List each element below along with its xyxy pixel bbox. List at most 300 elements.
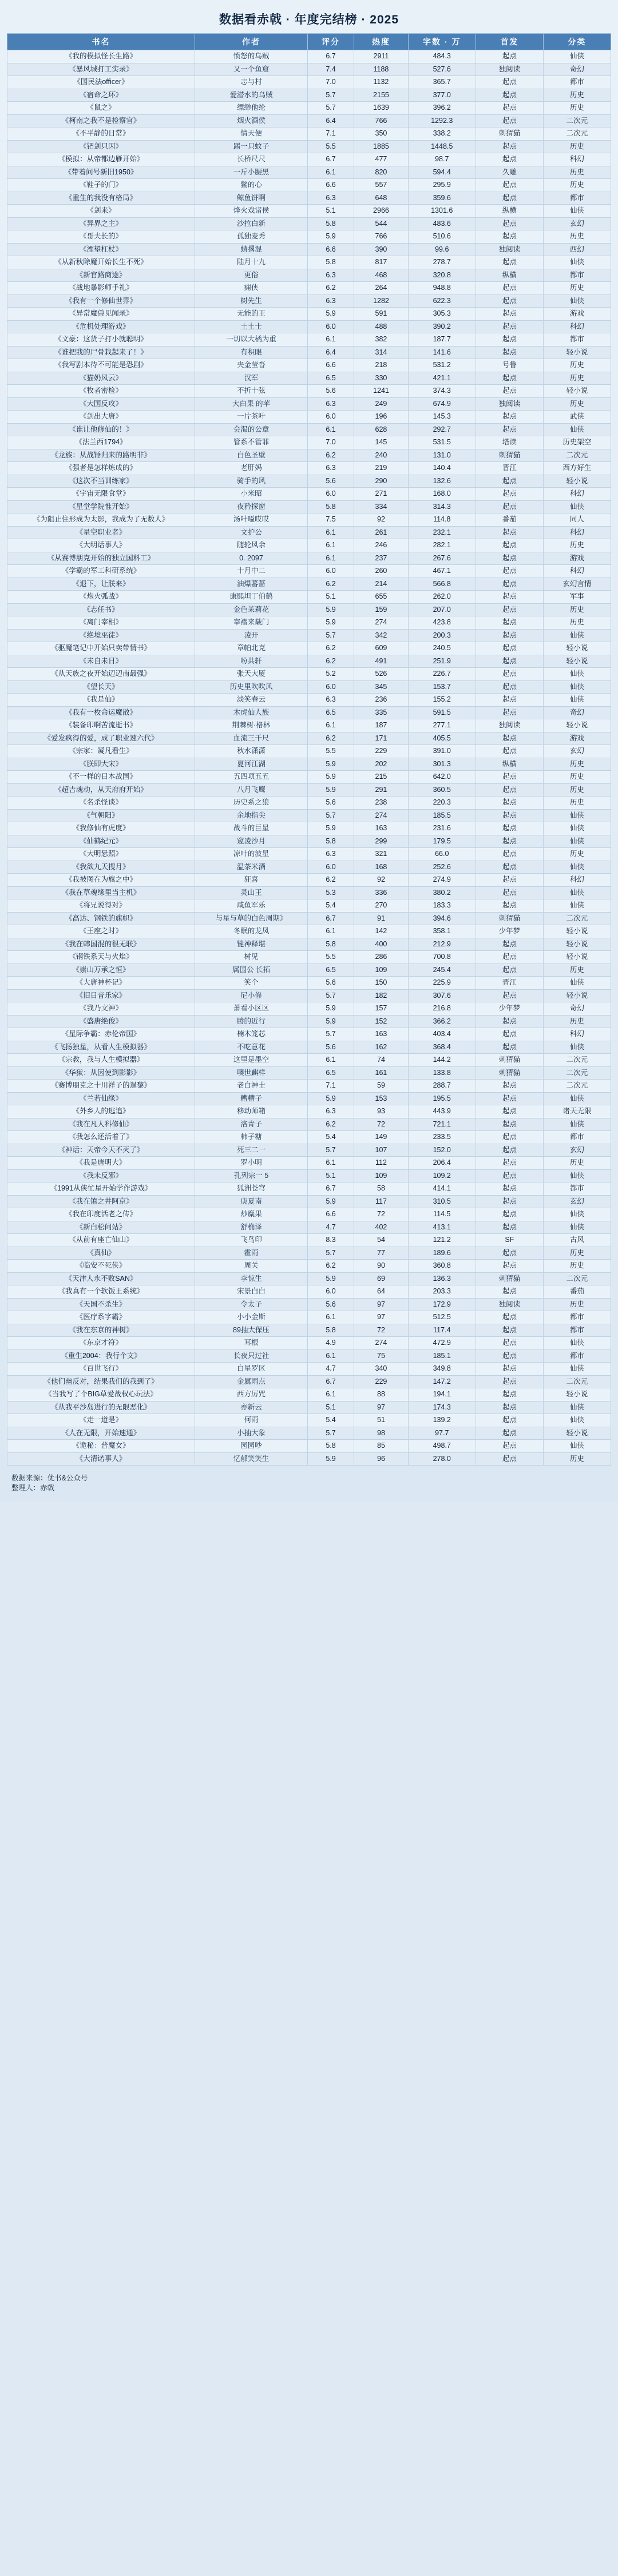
cell-site: 独阅读	[476, 397, 543, 411]
cell-heat: 340	[354, 1363, 408, 1376]
cell-author: 凌开	[195, 629, 308, 642]
cell-words: 174.3	[408, 1401, 476, 1414]
cell-cat: 诸天无限	[543, 1105, 611, 1118]
cell-score: 6.7	[307, 912, 354, 925]
cell-heat: 77	[354, 1247, 408, 1260]
cell-heat: 655	[354, 591, 408, 604]
cell-author: 楠木笼芯	[195, 1028, 308, 1041]
cell-site: 独阅读	[476, 63, 543, 76]
table-row	[7, 114, 611, 128]
cell-site: 起点	[476, 1427, 543, 1440]
cell-author: 何雨	[195, 1414, 308, 1427]
cell-cat: 游戏	[543, 552, 611, 565]
cell-score: 5.8	[307, 1440, 354, 1453]
cell-score: 5.4	[307, 899, 354, 913]
table-row	[7, 912, 611, 925]
cell-name: 《真仙》	[7, 1247, 195, 1260]
cell-words: 136.3	[408, 1272, 476, 1285]
cell-author: 小抽大象	[195, 1427, 308, 1440]
table-row	[7, 1272, 611, 1285]
cell-cat: 历史	[543, 603, 611, 616]
cell-words: 310.5	[408, 1195, 476, 1208]
cell-score: 6.3	[307, 462, 354, 475]
cell-name: 《飞扬独星，从看人生模拟器》	[7, 1041, 195, 1054]
table-row	[7, 1401, 611, 1414]
cell-cat: 玄幻	[543, 1195, 611, 1208]
cell-words: 183.3	[408, 899, 476, 913]
cell-site: 起点	[476, 385, 543, 398]
cell-author: 大白果 的苹	[195, 397, 308, 411]
cell-heat: 96	[354, 1452, 408, 1466]
cell-cat: 轻小说	[543, 642, 611, 655]
cell-cat: 仙侠	[543, 1118, 611, 1131]
cell-site: 晋江	[476, 977, 543, 990]
cell-score: 6.1	[307, 552, 354, 565]
cell-site: 起点	[476, 886, 543, 899]
cell-author: 夜矜探窗	[195, 500, 308, 513]
cell-author: 小小金斯	[195, 1311, 308, 1324]
cell-site: 起点	[476, 951, 543, 964]
cell-author: 这里是墨空	[195, 1054, 308, 1067]
cell-cat: 西方好生	[543, 462, 611, 475]
table-row	[7, 1234, 611, 1247]
cell-words: 206.4	[408, 1157, 476, 1170]
cell-name: 《我怎么还活着了》	[7, 1131, 195, 1144]
cell-author: 萧看小区区	[195, 1002, 308, 1016]
cell-score: 5.1	[307, 205, 354, 218]
cell-name: 《退下，让朕来》	[7, 578, 195, 591]
cell-score: 4.7	[307, 1363, 354, 1376]
cell-author: 移动师箱	[195, 1105, 308, 1118]
cell-site: 起点	[476, 1440, 543, 1453]
cell-cat: 科幻	[543, 565, 611, 578]
cell-score: 6.1	[307, 166, 354, 179]
cell-cat: 仙侠	[543, 1092, 611, 1105]
cell-author: 五四项五五	[195, 771, 308, 784]
cell-heat: 97	[354, 1298, 408, 1311]
cell-site: 起点	[476, 423, 543, 436]
cell-words: 172.9	[408, 1298, 476, 1311]
cell-author: 耳根	[195, 1337, 308, 1350]
table-row	[7, 179, 611, 192]
cell-author: 夹金莹沓	[195, 359, 308, 372]
cell-score: 7.0	[307, 76, 354, 89]
cell-words: 168.0	[408, 488, 476, 501]
cell-score: 6.2	[307, 642, 354, 655]
cell-name: 《牧者密检》	[7, 385, 195, 398]
cell-heat: 72	[354, 1324, 408, 1337]
cell-name: 《诡秘：普魔女》	[7, 1440, 195, 1453]
cell-heat: 2155	[354, 89, 408, 102]
cell-score: 5.7	[307, 989, 354, 1002]
cell-heat: 168	[354, 861, 408, 874]
cell-site: 刺猬猫	[476, 912, 543, 925]
cell-words: 99.6	[408, 243, 476, 256]
cell-score: 6.7	[307, 153, 354, 166]
table-row	[7, 745, 611, 758]
cell-cat: 历史	[543, 1260, 611, 1273]
cell-heat: 157	[354, 1002, 408, 1016]
table-row	[7, 1324, 611, 1337]
cell-name: 《装备印啊苦流逝书》	[7, 719, 195, 732]
table-row	[7, 488, 611, 501]
cell-words: 203.3	[408, 1285, 476, 1299]
cell-words: 360.5	[408, 783, 476, 797]
footer-editor: 整理人：赤戟	[11, 1484, 55, 1492]
cell-heat: 274	[354, 809, 408, 822]
cell-heat: 766	[354, 114, 408, 128]
cell-words: 109.2	[408, 1169, 476, 1183]
table-row	[7, 951, 611, 964]
cell-author: 园园吵	[195, 1440, 308, 1453]
cell-author: 宰褶来载门	[195, 616, 308, 630]
cell-heat: 85	[354, 1440, 408, 1453]
cell-words: 360.8	[408, 1260, 476, 1273]
cell-cat: 历史	[543, 397, 611, 411]
cell-heat: 1282	[354, 294, 408, 308]
table-row	[7, 552, 611, 565]
cell-cat: 历史	[543, 771, 611, 784]
cell-words: 338.2	[408, 128, 476, 141]
cell-author: 淡笑春云	[195, 694, 308, 707]
cell-score: 6.7	[307, 50, 354, 63]
cell-site: 起点	[476, 809, 543, 822]
cell-heat: 557	[354, 179, 408, 192]
table-row	[7, 411, 611, 424]
cell-name: 《外乡人的逃追》	[7, 1105, 195, 1118]
cell-heat: 261	[354, 526, 408, 539]
cell-site: 起点	[476, 655, 543, 668]
cell-heat: 2966	[354, 205, 408, 218]
cell-author: 土土士	[195, 320, 308, 333]
table-row	[7, 1054, 611, 1067]
cell-heat: 264	[354, 282, 408, 295]
table-row	[7, 1157, 611, 1170]
table-row	[7, 1260, 611, 1273]
cell-name: 《名杀怪谈》	[7, 797, 195, 810]
cell-author: 踢一只蚊子	[195, 140, 308, 153]
cell-words: 288.7	[408, 1080, 476, 1093]
cell-author: 窥凌沙月	[195, 835, 308, 848]
cell-name: 《我欲九天搜月》	[7, 861, 195, 874]
cell-author: 油爆蕃蔷	[195, 578, 308, 591]
cell-heat: 291	[354, 783, 408, 797]
cell-score: 5.7	[307, 89, 354, 102]
cell-author: 小米昭	[195, 488, 308, 501]
cell-cat: 历史	[543, 179, 611, 192]
cell-words: 403.4	[408, 1028, 476, 1041]
cell-site: 起点	[476, 1285, 543, 1299]
table-row	[7, 385, 611, 398]
cell-score: 6.7	[307, 1183, 354, 1196]
cell-name: 《重生2004：我行个文》	[7, 1349, 195, 1363]
cell-words: 282.1	[408, 539, 476, 552]
cell-words: 320.8	[408, 269, 476, 282]
cell-score: 7.0	[307, 436, 354, 449]
cell-heat: 299	[354, 835, 408, 848]
cell-cat: 仙侠	[543, 1169, 611, 1183]
cell-site: 起点	[476, 153, 543, 166]
cell-author: 康熙坦丁伯鹤	[195, 591, 308, 604]
cell-name: 《高达、钢铁的旗帜》	[7, 912, 195, 925]
table-row	[7, 797, 611, 810]
cell-site: 起点	[476, 500, 543, 513]
page-title: 数据看赤戟 · 年度完结榜 · 2025	[219, 13, 399, 26]
cell-words: 472.9	[408, 1337, 476, 1350]
cell-heat: 182	[354, 989, 408, 1002]
cell-words: 251.9	[408, 655, 476, 668]
cell-score: 6.1	[307, 1388, 354, 1402]
cell-author: 飞鸟印	[195, 1234, 308, 1247]
cell-heat: 260	[354, 565, 408, 578]
cell-author: 一斤小腰黑	[195, 166, 308, 179]
cell-name: 《天国不杀生》	[7, 1298, 195, 1311]
cell-cat: 轻小说	[543, 1388, 611, 1402]
cell-name: 《当我写了个BIG草爱战权心玩法》	[7, 1388, 195, 1402]
cell-site: 起点	[476, 783, 543, 797]
table-row	[7, 822, 611, 835]
cell-words: 278.7	[408, 256, 476, 269]
cell-score: 6.3	[307, 1105, 354, 1118]
cell-site: 起点	[476, 680, 543, 694]
cell-words: 512.5	[408, 1311, 476, 1324]
cell-site: 起点	[476, 591, 543, 604]
cell-heat: 648	[354, 192, 408, 205]
cell-name: 《龙族：从战锤归来的路明非》	[7, 449, 195, 462]
cell-words: 510.6	[408, 230, 476, 244]
cell-cat: 仙侠	[543, 500, 611, 513]
cell-author: 吩共轩	[195, 655, 308, 668]
cell-name: 《猫奶风云》	[7, 372, 195, 385]
cell-site: 起点	[476, 294, 543, 308]
cell-score: 6.1	[307, 539, 354, 552]
cell-heat: 142	[354, 925, 408, 938]
cell-words: 226.7	[408, 668, 476, 681]
cell-score: 6.2	[307, 874, 354, 887]
table-row	[7, 449, 611, 462]
cell-words: 152.0	[408, 1144, 476, 1157]
table-row	[7, 50, 611, 63]
cell-name: 《异常魔兽见闻录》	[7, 308, 195, 321]
cell-name: 《我未反邪》	[7, 1169, 195, 1183]
cell-name: 《旧日音乐家》	[7, 989, 195, 1002]
cell-score: 6.7	[307, 1375, 354, 1388]
cell-author: 亦新云	[195, 1401, 308, 1414]
cell-name: 《星际争霸：赤伦帝国》	[7, 1028, 195, 1041]
cell-name: 《兰若仙缘》	[7, 1092, 195, 1105]
cell-words: 133.8	[408, 1066, 476, 1080]
cell-score: 6.2	[307, 732, 354, 745]
cell-score: 6.6	[307, 359, 354, 372]
cell-score: 6.1	[307, 423, 354, 436]
cell-name: 《王座之时》	[7, 925, 195, 938]
table-row	[7, 771, 611, 784]
cell-words: 194.1	[408, 1388, 476, 1402]
cell-words: 252.6	[408, 861, 476, 874]
cell-author: 宋景白白	[195, 1285, 308, 1299]
cell-site: 纵横	[476, 205, 543, 218]
cell-name: 《强者是怎样炼成的》	[7, 462, 195, 475]
cell-cat: 仙侠	[543, 1208, 611, 1221]
cell-score: 6.5	[307, 706, 354, 719]
cell-cat: 都市	[543, 1131, 611, 1144]
cell-author: 白色圣壁	[195, 449, 308, 462]
cell-site: 起点	[476, 1311, 543, 1324]
cell-cat: 轻小说	[543, 346, 611, 359]
cell-name: 《哥夫长的》	[7, 230, 195, 244]
table-row	[7, 886, 611, 899]
cell-heat: 145	[354, 436, 408, 449]
cell-score: 5.7	[307, 1247, 354, 1260]
cell-score: 6.2	[307, 655, 354, 668]
cell-heat: 334	[354, 500, 408, 513]
cell-heat: 345	[354, 680, 408, 694]
cell-heat: 72	[354, 1208, 408, 1221]
table-row	[7, 642, 611, 655]
cell-name: 《我在东京的神树》	[7, 1324, 195, 1337]
cell-site: 起点	[476, 668, 543, 681]
column-header-score: 评分	[307, 34, 354, 50]
cell-cat: 西幻	[543, 243, 611, 256]
cell-author: 忆郁笑笑生	[195, 1452, 308, 1466]
table-row	[7, 282, 611, 295]
table-row	[7, 102, 611, 115]
cell-name: 《带着问号新旧1950》	[7, 166, 195, 179]
cell-score: 7.1	[307, 1080, 354, 1093]
table-row	[7, 1066, 611, 1080]
cell-name: 《他们幽反对，结果我们的我到了》	[7, 1375, 195, 1388]
cell-name: 《新白松问站》	[7, 1221, 195, 1234]
table-row	[7, 513, 611, 527]
cell-site: 起点	[476, 706, 543, 719]
cell-heat: 214	[354, 578, 408, 591]
cell-cat: 科幻	[543, 526, 611, 539]
table-row	[7, 938, 611, 951]
cell-author: 西方厉咒	[195, 1388, 308, 1402]
cell-site: 久雕	[476, 166, 543, 179]
cell-heat: 229	[354, 745, 408, 758]
cell-site: 起点	[476, 1080, 543, 1093]
cell-site: 起点	[476, 963, 543, 977]
cell-author: 有积眼	[195, 346, 308, 359]
cell-heat: 526	[354, 668, 408, 681]
cell-name: 《谁让他修仙的！》	[7, 423, 195, 436]
cell-score: 5.7	[307, 102, 354, 115]
cell-heat: 150	[354, 977, 408, 990]
cell-words: 189.6	[408, 1247, 476, 1260]
cell-site: 起点	[476, 1414, 543, 1427]
table-row	[7, 989, 611, 1002]
cell-site: 起点	[476, 565, 543, 578]
cell-author: 张天大厦	[195, 668, 308, 681]
cell-name: 《百世飞行》	[7, 1363, 195, 1376]
cell-author: 痈侠	[195, 282, 308, 295]
table-row	[7, 346, 611, 359]
cell-author: 余地指尖	[195, 809, 308, 822]
cell-name: 《鼠之》	[7, 102, 195, 115]
cell-score: 5.9	[307, 1272, 354, 1285]
cell-name: 《神话：天帝今天不灭了》	[7, 1144, 195, 1157]
cell-score: 5.6	[307, 475, 354, 488]
table-row	[7, 1105, 611, 1118]
table-row	[7, 1195, 611, 1208]
cell-words: 413.1	[408, 1221, 476, 1234]
cell-score: 8.3	[307, 1234, 354, 1247]
cell-author: 咸鱼军乐	[195, 899, 308, 913]
cell-author: 蜻撂混	[195, 243, 308, 256]
table-row	[7, 616, 611, 630]
cell-cat: 仙侠	[543, 205, 611, 218]
cell-site: 起点	[476, 346, 543, 359]
cell-words: 394.6	[408, 912, 476, 925]
cell-cat: 历史	[543, 848, 611, 861]
cell-score: 5.2	[307, 668, 354, 681]
cell-cat: 科幻	[543, 874, 611, 887]
cell-score: 5.5	[307, 951, 354, 964]
cell-site: 起点	[476, 1092, 543, 1105]
table-row	[7, 603, 611, 616]
cell-heat: 152	[354, 1015, 408, 1028]
cell-cat: 历史	[543, 783, 611, 797]
cell-cat: 二次元	[543, 1080, 611, 1093]
cell-author: 老白神士	[195, 1080, 308, 1093]
cell-score: 6.1	[307, 526, 354, 539]
cell-author: 更俗	[195, 269, 308, 282]
cell-name: 《不一样的日本战国》	[7, 771, 195, 784]
cell-author: 十月中二	[195, 565, 308, 578]
cell-score: 6.0	[307, 411, 354, 424]
cell-score: 6.0	[307, 565, 354, 578]
cell-words: 721.1	[408, 1118, 476, 1131]
cell-site: 独阅读	[476, 243, 543, 256]
cell-cat: 武侠	[543, 411, 611, 424]
cell-heat: 58	[354, 1183, 408, 1196]
cell-heat: 75	[354, 1349, 408, 1363]
cell-name: 《东京才符》	[7, 1337, 195, 1350]
cell-cat: 军事	[543, 591, 611, 604]
cell-words: 295.9	[408, 179, 476, 192]
cell-name: 《大清诺事人》	[7, 1452, 195, 1466]
cell-score: 4.7	[307, 1221, 354, 1234]
cell-cat: 仙侠	[543, 1414, 611, 1427]
cell-site: 起点	[476, 76, 543, 89]
cell-heat: 820	[354, 166, 408, 179]
cell-site: 起点	[476, 1183, 543, 1196]
cell-author: 孔列宗一 5	[195, 1169, 308, 1183]
cell-author: 一片茶叶	[195, 411, 308, 424]
cell-heat: 468	[354, 269, 408, 282]
cell-cat: 二次元	[543, 1272, 611, 1285]
cell-name: 《人在无限，开始速通》	[7, 1427, 195, 1440]
cell-name: 《大国反攻》	[7, 397, 195, 411]
cell-site: 少年梦	[476, 925, 543, 938]
table-row	[7, 963, 611, 977]
cell-site: 起点	[476, 50, 543, 63]
cell-heat: 196	[354, 411, 408, 424]
cell-author: 管系不管罪	[195, 436, 308, 449]
cell-words: 97.7	[408, 1427, 476, 1440]
cell-author: 爱潜水的乌贼	[195, 89, 308, 102]
table-row	[7, 1440, 611, 1453]
cell-cat: 历史	[543, 359, 611, 372]
footer	[7, 1470, 611, 1499]
cell-name: 《暴风城打工实录》	[7, 63, 195, 76]
cell-cat: 轻小说	[543, 925, 611, 938]
cell-words: 948.8	[408, 282, 476, 295]
cell-name: 《我是仙》	[7, 694, 195, 707]
table-row	[7, 205, 611, 218]
cell-name: 《剑出大唐》	[7, 411, 195, 424]
